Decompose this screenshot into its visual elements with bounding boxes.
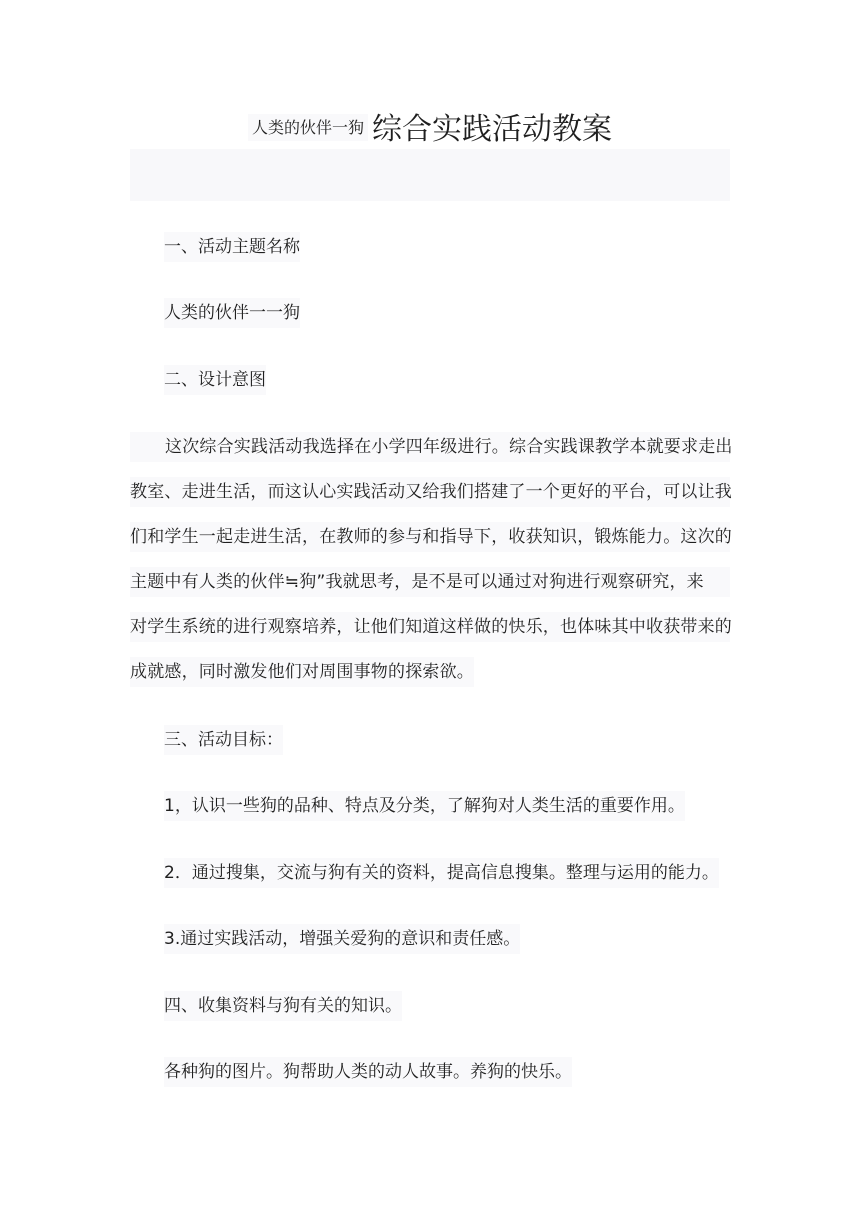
paragraph-line: 对学生系统的进行观察培养，让他们知道这样做的快乐，也体味其中收获带来的 — [130, 612, 730, 657]
paragraph-line: 教室、走进生活，而这认心实践活动又给我们搭建了一个更好的平台，可以让我 — [130, 477, 730, 522]
paragraph-line: 成就感，同时激发他们对周围事物的探索欲。 — [130, 657, 730, 702]
goal-item-1: 1，认识一些狗的品种、特点及分类，了解狗对人类生活的重要作用。 — [164, 791, 685, 821]
section-2-paragraph — [130, 432, 733, 702]
title-prefix: 人类的伙伴一狗 — [248, 114, 368, 141]
section-4-heading: 四、收集资料与狗有关的知识。 — [164, 991, 402, 1021]
paragraph-line: 主题中有人类的伙伴≒狗”我就思考，是不是可以通过对狗进行观察研究，来 — [130, 567, 730, 612]
section-1-heading: 一、活动主题名称 — [164, 232, 300, 262]
title-main: 综合实践活动教案 — [372, 112, 612, 147]
goal-item-2: 2．通过搜集，交流与狗有关的资料，提高信息搜集。整理与运用的能力。 — [164, 858, 719, 888]
document-title — [0, 104, 860, 148]
section-1-body: 人类的伙伴一一狗 — [164, 298, 300, 328]
section-2-heading: 二、设计意图 — [164, 365, 266, 395]
title-underlay — [130, 149, 730, 201]
paragraph-line: 们和学生一起走进生活，在教师的参与和指导下，收获知识，锻炼能力。这次的 — [130, 522, 730, 567]
section-4-body: 各种狗的图片。狗帮助人类的动人故事。养狗的快乐。 — [164, 1057, 572, 1087]
goal-item-3: 3.通过实践活动，增强关爱狗的意识和责任感。 — [164, 924, 520, 954]
paragraph-line: 这次综合实践活动我选择在小学四年级进行。综合实践课教学本就要求走出 — [130, 432, 730, 477]
section-3-heading: 三、活动目标： — [164, 725, 283, 755]
